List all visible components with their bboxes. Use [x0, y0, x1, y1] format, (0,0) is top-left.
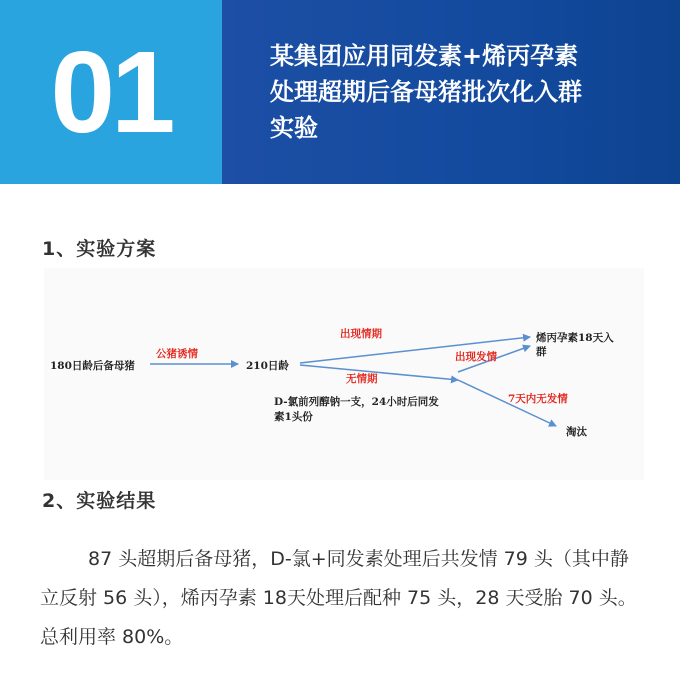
node-result-top	[536, 331, 614, 359]
result-top-line-1: 烯丙孕素18天入	[536, 332, 614, 344]
title-line-1: 某集团应用同发素+烯丙孕素	[270, 42, 579, 70]
title-line-2: 处理超期后备母猪批次化入群	[270, 78, 582, 106]
node-start: 180日龄后备母猪	[50, 360, 135, 372]
label-boar-induction: 公猪诱情	[156, 348, 198, 360]
label-no-estrus-7days: 7天内无发情	[508, 393, 568, 405]
title-line-3: 实验	[270, 114, 318, 142]
label-estrus-shown: 出现情期	[340, 328, 382, 340]
treatment-note-line-1: D-氯前列醇钠一支，24小时后同发	[274, 396, 439, 408]
section-heading-results: 2、实验结果	[42, 490, 157, 512]
label-estrus-appears: 出现发情	[455, 351, 497, 363]
result-paragraph: 87 头超期后备母猪，D-氯+同发素处理后共发情 79 头（其中静立反射 56 头），烯丙孕素 18天处理后配种 75 头，28 天受胎 70 头。总利用率 80%。	[40, 548, 637, 648]
treatment-note	[274, 395, 439, 425]
section-number: 01	[50, 27, 172, 157]
section-heading-plan: 1、实验方案	[42, 238, 157, 260]
arrow-210-to-treatment	[300, 365, 458, 380]
node-cull: 淘汰	[566, 426, 587, 438]
label-no-estrus: 无情期	[346, 373, 378, 385]
result-top-line-2: 群	[536, 346, 547, 358]
treatment-note-line-2: 素1头份	[274, 411, 313, 423]
node-210-days: 210日龄	[246, 360, 289, 372]
